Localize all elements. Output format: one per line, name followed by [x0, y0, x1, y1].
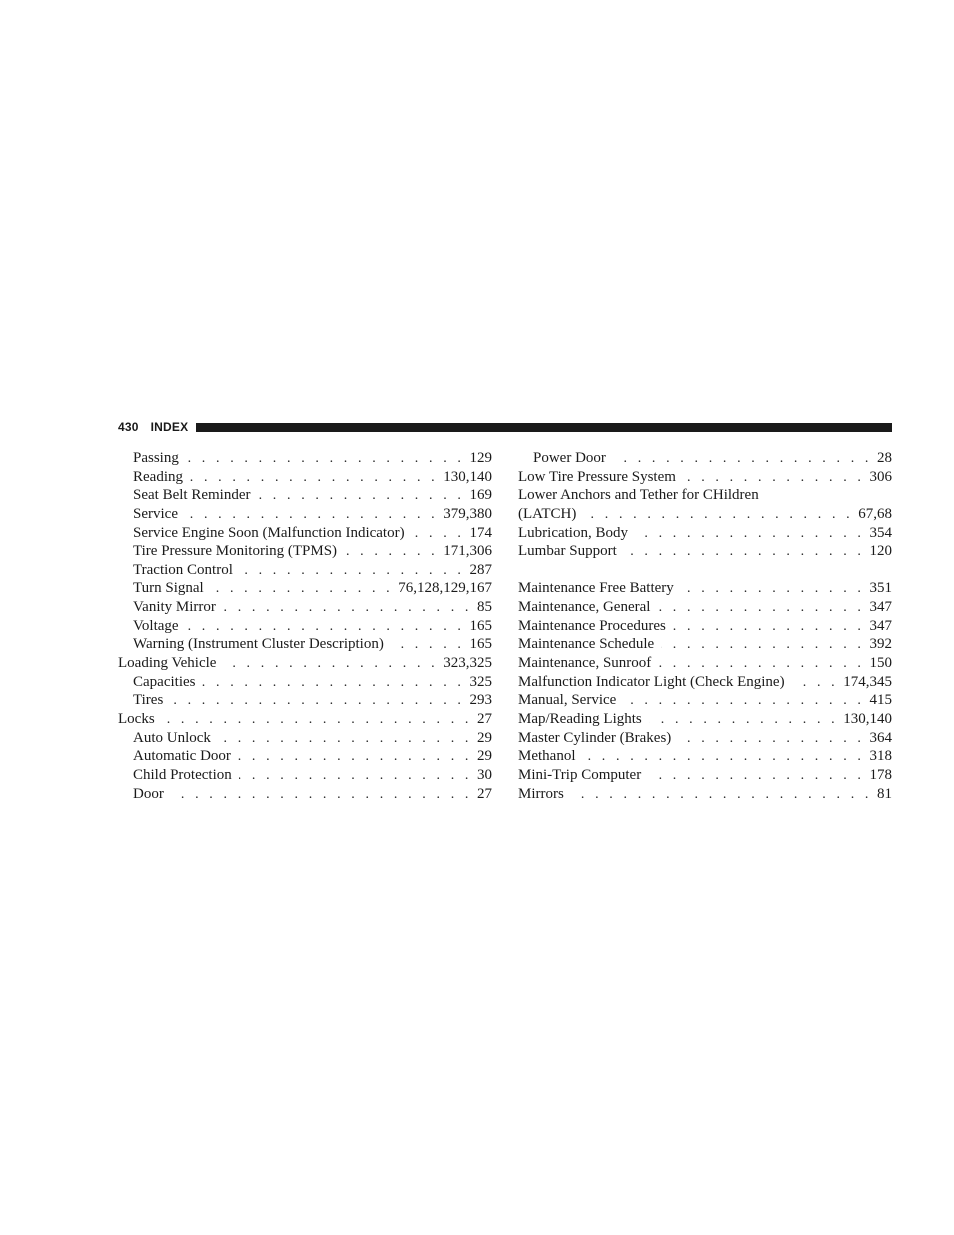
- entry-label: Turn Signal: [133, 580, 204, 597]
- dot-leader: [162, 711, 472, 729]
- dot-leader: [673, 618, 865, 636]
- entry-label: Low Tire Pressure System: [518, 468, 676, 485]
- entry-label: Map/Reading Lights: [518, 710, 642, 727]
- entry-pages: 174,345: [843, 673, 892, 690]
- index-entry: [118, 598, 492, 617]
- entry-pages: 178: [869, 766, 892, 783]
- index-entry: [518, 449, 892, 468]
- dot-leader: [186, 618, 465, 636]
- entry-pages: 81: [877, 785, 892, 802]
- entry-pages: 165: [469, 617, 492, 634]
- dot-leader: [571, 786, 872, 804]
- page-header: [118, 419, 892, 435]
- entry-pages: 120: [869, 543, 892, 560]
- section-title: INDEX: [150, 420, 189, 434]
- entry-pages: 28: [877, 450, 892, 466]
- entry-pages: 27: [477, 785, 492, 802]
- index-entry: [118, 486, 492, 505]
- entry-pages: 392: [869, 636, 892, 653]
- dot-leader: [186, 450, 465, 468]
- entry-label: Capacities: [133, 673, 196, 690]
- entry-label: Vanity Mirror: [133, 599, 216, 616]
- entry-pages: 347: [869, 617, 892, 634]
- entry-label: Voltage: [133, 617, 179, 634]
- dot-leader: [792, 674, 839, 692]
- entry-label: Service Engine Soon (Malfunction Indicator): [133, 524, 405, 541]
- entry-pages: 415: [869, 692, 892, 709]
- page-number: 430: [118, 420, 139, 434]
- index-entry: [118, 542, 492, 561]
- entry-label: Seat Belt Reminder: [133, 487, 251, 504]
- dot-leader: [583, 506, 853, 524]
- entry-label: Child Protection: [133, 766, 232, 783]
- entry-pages: 171,306: [443, 543, 492, 560]
- index-entry: [118, 710, 492, 729]
- index-entry: [518, 542, 892, 561]
- index-entry: [518, 747, 892, 766]
- entry-label: Service: [133, 505, 178, 522]
- index-entry: [118, 654, 492, 673]
- dot-leader: [170, 692, 464, 710]
- dot-leader: [223, 599, 472, 617]
- index-entry: [518, 691, 892, 710]
- entry-pages: 174: [469, 524, 492, 541]
- index-entry: [118, 729, 492, 748]
- index-entry: [118, 505, 492, 524]
- entry-pages: 85: [477, 599, 492, 616]
- dot-leader: [613, 450, 872, 468]
- entry-label: Power Door: [533, 450, 606, 466]
- dot-leader: [623, 692, 864, 710]
- index-entry: [118, 617, 492, 636]
- index-column-right: [518, 449, 892, 803]
- dot-leader: [218, 730, 472, 748]
- index-entry: [518, 673, 892, 692]
- entry-label: Warning (Instrument Cluster Description): [133, 636, 384, 653]
- index-entry: [518, 710, 892, 729]
- dot-leader: [681, 580, 865, 598]
- index-entry: [518, 598, 892, 617]
- dot-leader: [648, 767, 864, 785]
- dot-leader: [683, 469, 865, 487]
- entry-pages: 67,68: [858, 505, 892, 522]
- dot-leader: [223, 655, 438, 673]
- dot-leader: [635, 525, 865, 543]
- index-entry: [118, 579, 492, 598]
- entry-pages: 30: [477, 766, 492, 783]
- entry-pages: 130,140: [843, 710, 892, 727]
- index-entry: [518, 785, 892, 804]
- dot-leader: [202, 674, 464, 692]
- dot-leader: [391, 636, 465, 654]
- entry-label: Loading Vehicle: [118, 655, 217, 672]
- index-entry: [118, 635, 492, 654]
- dot-leader: [171, 786, 472, 804]
- entry-pages: 27: [477, 710, 492, 727]
- entry-label: Traction Control: [133, 561, 233, 578]
- index-entry: [118, 766, 492, 785]
- entry-label: Manual, Service: [518, 692, 617, 709]
- dot-leader: [678, 730, 864, 748]
- index-entry: [118, 691, 492, 710]
- entry-pages: 130,140: [443, 468, 492, 485]
- index-entry: [518, 524, 892, 543]
- entry-label: Methanol: [518, 748, 576, 765]
- entry-pages: 351: [869, 580, 892, 597]
- index-entry: [518, 505, 892, 524]
- dot-leader: [412, 525, 465, 543]
- entry-pages: 323,325: [443, 655, 492, 672]
- index-entry: [118, 468, 492, 487]
- index-entry: [118, 747, 492, 766]
- entry-label: Maintenance, Sunroof: [518, 655, 652, 672]
- dot-leader: [661, 636, 864, 654]
- section-gap: [518, 561, 892, 580]
- header-rule: [196, 423, 892, 432]
- entry-label: Maintenance Procedures: [518, 617, 666, 634]
- dot-leader: [239, 767, 472, 785]
- index-entry: [518, 654, 892, 673]
- entry-label: Door: [133, 785, 164, 802]
- index-entry: [118, 673, 492, 692]
- entry-label: Maintenance, General: [518, 599, 651, 616]
- entry-pages: 150: [869, 655, 892, 672]
- entry-label: Maintenance Free Battery: [518, 580, 674, 597]
- entry-label: Locks: [118, 710, 155, 727]
- entry-pages: 129: [469, 450, 492, 466]
- entry-label: Master Cylinder (Brakes): [518, 729, 672, 746]
- index-entry: [118, 785, 492, 804]
- entry-label: Passing: [133, 450, 179, 466]
- entry-pages: 287: [469, 561, 492, 578]
- index-entry: [518, 729, 892, 748]
- index-entry: [118, 524, 492, 543]
- entry-pages: 347: [869, 599, 892, 616]
- entry-label: Lumbar Support: [518, 543, 617, 560]
- index-entry: [518, 579, 892, 598]
- entry-pages: 325: [469, 673, 492, 690]
- dot-leader: [185, 506, 438, 524]
- dot-leader: [658, 655, 864, 673]
- dot-leader: [238, 748, 472, 766]
- index-entry: [518, 468, 892, 487]
- index-entry: [518, 766, 892, 785]
- entry-pages: 76,128,129,167: [398, 580, 492, 597]
- entry-label: Malfunction Indicator Light (Check Engine): [518, 673, 785, 690]
- entry-label: Mirrors: [518, 785, 564, 802]
- dot-leader: [240, 562, 465, 580]
- entry-pages: 354: [869, 524, 892, 541]
- entry-pages: 29: [477, 748, 492, 765]
- dot-leader: [344, 543, 438, 561]
- index-entry: [118, 449, 492, 468]
- entry-pages: 364: [869, 729, 892, 746]
- entry-label: Auto Unlock: [133, 729, 211, 746]
- entry-label: (LATCH): [518, 505, 577, 522]
- dot-leader: [583, 748, 865, 766]
- dot-leader: [657, 599, 864, 617]
- dot-leader: [649, 711, 839, 729]
- entry-pages: 318: [869, 748, 892, 765]
- entry-pages: 379,380: [443, 505, 492, 522]
- dot-leader: [211, 580, 394, 598]
- entry-label: Automatic Door: [133, 748, 231, 765]
- entry-pages: 293: [469, 692, 492, 709]
- index-entry: [118, 561, 492, 580]
- entry-label: Tire Pressure Monitoring (TPMS): [133, 543, 338, 560]
- entry-pages: 306: [869, 468, 892, 485]
- index-entry: [518, 486, 892, 505]
- entry-label: Mini-Trip Computer: [518, 766, 642, 783]
- entry-pages: 169: [469, 487, 492, 504]
- entry-pages: 29: [477, 729, 492, 746]
- entry-label: Reading: [133, 468, 183, 485]
- dot-leader: [624, 543, 865, 561]
- index-entry: [518, 617, 892, 636]
- entry-label: Lubrication, Body: [518, 524, 628, 541]
- entry-pages: 165: [469, 636, 492, 653]
- index-column-left: [118, 449, 492, 803]
- index-entry: [518, 635, 892, 654]
- entry-label: Maintenance Schedule: [518, 636, 655, 653]
- dot-leader: [190, 469, 438, 487]
- dot-leader: [257, 487, 464, 505]
- entry-label: Tires: [133, 692, 164, 709]
- entry-label: Lower Anchors and Tether for CHildren: [518, 487, 759, 504]
